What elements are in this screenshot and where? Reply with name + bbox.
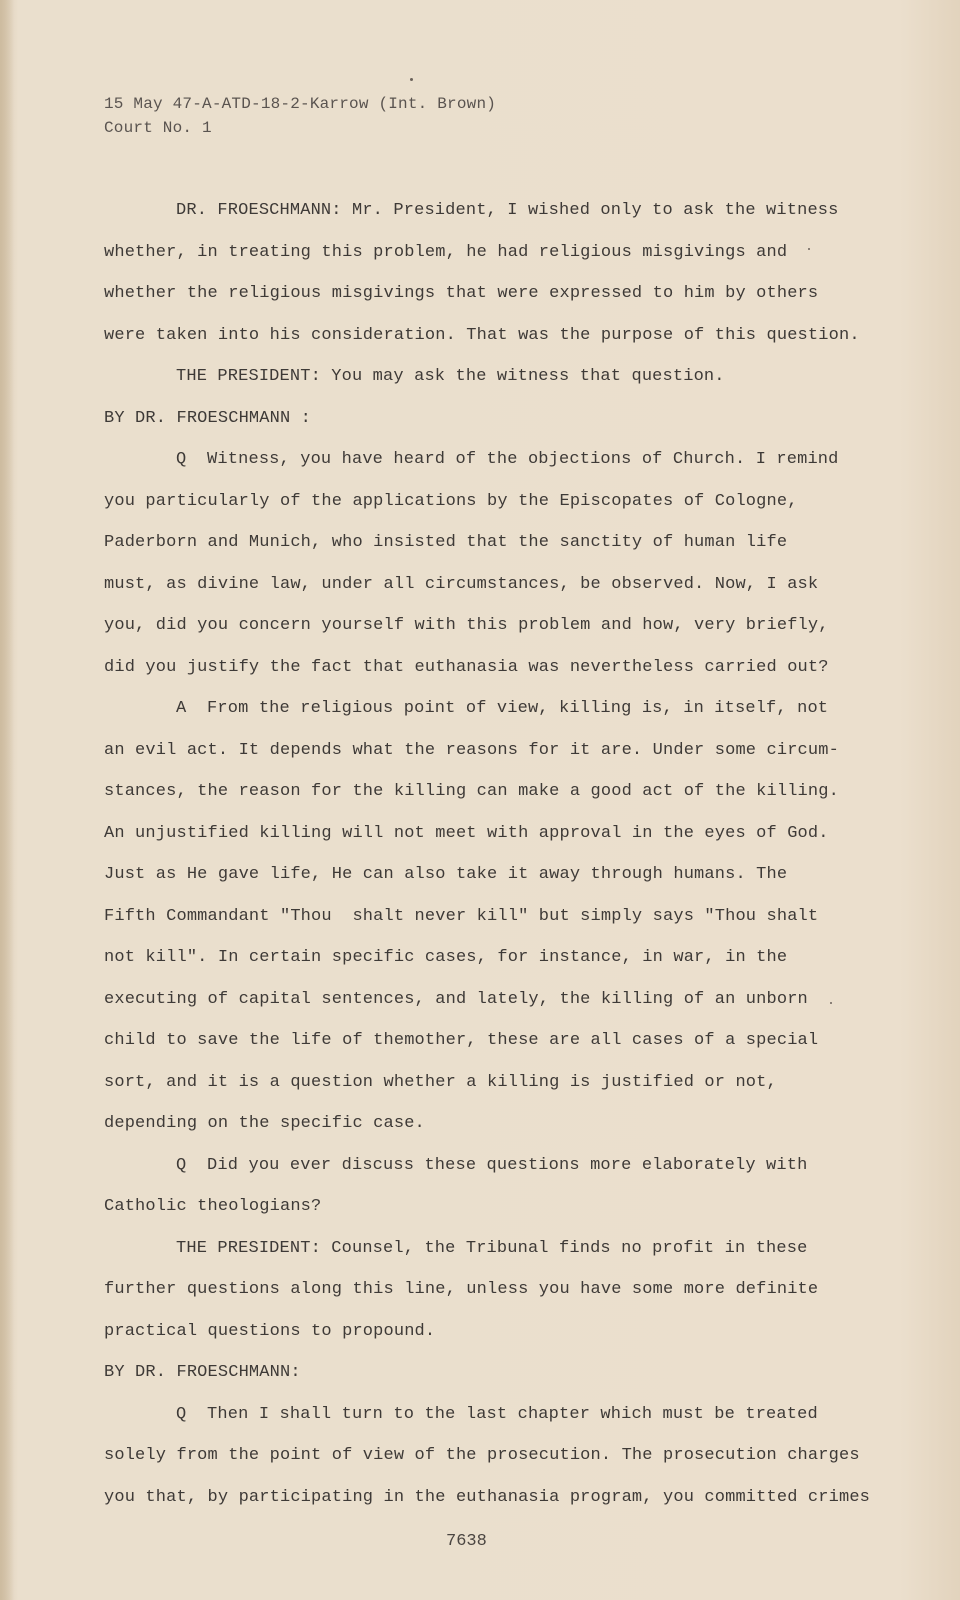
transcript-line: not kill". In certain specific cases, for instance, in war, in the (104, 948, 788, 967)
transcript-line: BY DR. FROESCHMANN : (104, 408, 312, 428)
page-number: 7638 (446, 1532, 487, 1551)
transcript-line: Q Then I shall turn to the last chapter which must be treated (176, 1404, 818, 1424)
transcript-line: child to save the life of themother, these are all cases of a special (104, 1031, 819, 1050)
transcript-line: you that, by participating in the euthanasia program, you committed crimes (104, 1487, 871, 1507)
transcript-line: executing of capital sentences, and lately, the killing of an unborn (104, 989, 808, 1009)
paper-speck (830, 1002, 832, 1004)
transcript-line: Fifth Commandant "Thou shalt never kill" but simply says "Thou shalt (104, 906, 819, 926)
transcript-line: whether, in treating this problem, he had religious misgivings and (104, 242, 788, 262)
transcript-line: THE PRESIDENT: You may ask the witness that question. (176, 367, 725, 386)
transcript-line: Paderborn and Munich, who insisted that the sanctity of human life (104, 533, 788, 552)
transcript-line: did you justify the fact that euthanasia was nevertheless carried out? (104, 657, 829, 677)
transcript-line: an evil act. It depends what the reasons for it are. Under some circum- (104, 740, 839, 760)
transcript-line: BY DR. FROESCHMANN: (104, 1363, 301, 1382)
transcript-line: further questions along this line, unless you have some more definite (104, 1280, 819, 1299)
transcript-line: DR. FROESCHMANN: Mr. President, I wished only to ask the witness (176, 201, 839, 220)
transcript-line: depending on the specific case. (104, 1114, 425, 1133)
page-edge-shadow (0, 0, 14, 1600)
transcript-line: must, as divine law, under all circumstances, be observed. Now, I ask (104, 574, 819, 594)
transcript-line: A From the religious point of view, killing is, in itself, not (176, 699, 829, 718)
transcript-line: practical questions to propound. (104, 1321, 436, 1341)
transcript-line: THE PRESIDENT: Counsel, the Tribunal finds no profit in these (176, 1238, 808, 1258)
transcript-line: you, did you concern yourself with this problem and how, very briefly, (104, 616, 829, 635)
transcript-line: Q Did you ever discuss these questions more elaborately with (176, 1155, 808, 1175)
header-court-line: Court No. 1 (104, 119, 212, 137)
transcript-line: Q Witness, you have heard of the objections of Church. I remind (176, 450, 839, 469)
transcript-line: Catholic theologians? (104, 1197, 322, 1216)
transcript-line: An unjustified killing will not meet with approval in the eyes of God. (104, 823, 829, 843)
header-reference-line: 15 May 47-A-ATD-18-2-Karrow (Int. Brown) (104, 95, 497, 113)
transcript-body (104, 190, 871, 1518)
transcript-line: sort, and it is a question whether a killing is justified or not, (104, 1072, 777, 1092)
transcript-line: stances, the reason for the killing can make a good act of the killing. (104, 782, 839, 801)
document-header (104, 92, 496, 140)
paper-speck (808, 248, 810, 250)
transcript-line: solely from the point of view of the prosecution. The prosecution charges (104, 1446, 860, 1465)
transcript-line: were taken into his consideration. That was the purpose of this question. (104, 325, 860, 345)
transcript-line: you particularly of the applications by the Episcopates of Cologne, (104, 491, 798, 511)
paper-speck (410, 78, 413, 81)
transcript-line: whether the religious misgivings that were expressed to him by others (104, 284, 819, 303)
transcript-line: Just as He gave life, He can also take it away through humans. The (104, 865, 788, 884)
